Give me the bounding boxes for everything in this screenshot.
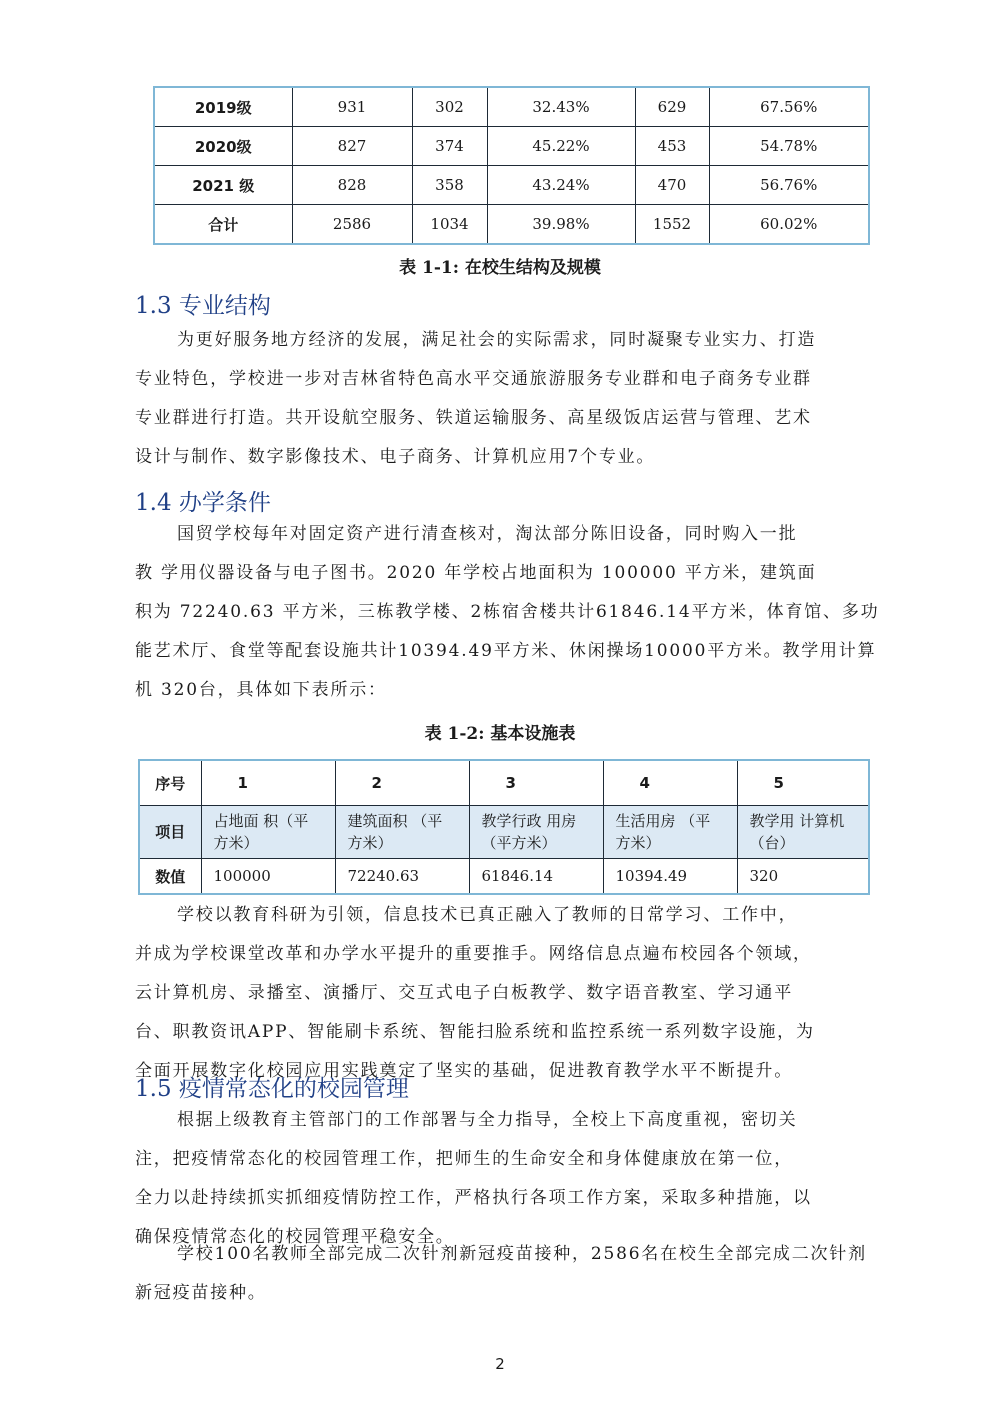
table-cell: 32.43% (487, 87, 635, 127)
text-line: 并成为学校课堂改革和办学水平提升的重要推手。网络信息点遍布校园各个领域， (135, 944, 812, 964)
text-line: 教 学用仪器设备与电子图书。2020 年学校占地面积为 100000 平方米，建筑面 (135, 563, 817, 583)
table-cell: 生活用房 （平方米） (603, 806, 737, 859)
table-cell: 931 (292, 87, 412, 127)
table-cell: 45.22% (487, 127, 635, 166)
text-line: 国贸学校每年对固定资产进行清查核对，淘汰部分陈旧设备，同时购入一批 (177, 524, 798, 544)
row-label: 2020级 (154, 127, 292, 166)
table-cell: 358 (412, 166, 487, 205)
text-line: 专业特色，学校进一步对吉林省特色高水平交通旅游服务专业群和电子商务专业群 (135, 369, 812, 389)
table-cell: 建筑面积 （平方米） (335, 806, 469, 859)
text-line: 学校以教育科研为引领，信息技术已真正融入了教师的日常学习、工作中， (177, 905, 798, 925)
text-line: 全面开展数字化校园应用实践奠定了坚实的基础，促进教育教学水平不断提升。 (135, 1061, 793, 1081)
row-header: 项目 (139, 806, 201, 859)
table-cell: 教学用 计算机（台） (737, 806, 869, 859)
facilities-table (138, 759, 870, 895)
table-cell: 39.98% (487, 205, 635, 245)
table-cell: 100000 (201, 859, 335, 895)
text-line: 积为 72240.63 平方米，三栋教学楼、2栋宿舍楼共计61846.14平方米，体育馆、多功 (135, 602, 880, 622)
text-line: 台、职教资讯APP、智能刷卡系统、智能扫脸系统和监控系统一系列数字设施，为 (135, 1022, 815, 1042)
text-line: 专业群进行打造。共开设航空服务、铁道运输服务、高星级饭店运营与管理、艺术 (135, 408, 812, 428)
text-line: 注，把疫情常态化的校园管理工作，把师生的生命安全和身体健康放在第一位， (135, 1149, 793, 1169)
row-header: 数值 (139, 859, 201, 895)
section-heading: 1.3 专业结构 (135, 293, 271, 319)
table-cell: 1034 (412, 205, 487, 245)
paragraph (135, 515, 880, 710)
table-cell: 10394.49 (603, 859, 737, 895)
table-row (154, 205, 869, 245)
row-label: 2019级 (154, 87, 292, 127)
table-cell: 374 (412, 127, 487, 166)
table-cell: 2 (335, 760, 469, 806)
table-cell: 320 (737, 859, 869, 895)
table-row (139, 859, 869, 895)
table-cell: 3 (469, 760, 603, 806)
table-cell: 453 (635, 127, 709, 166)
section-heading: 1.5 疫情常态化的校园管理 (135, 1076, 409, 1102)
text-line: 新冠疫苗接种。 (135, 1283, 267, 1303)
text-line: 机 320台，具体如下表所示： (135, 680, 387, 700)
text-line: 云计算机房、录播室、演播厅、交互式电子白板教学、数字语音教室、学习通平 (135, 983, 793, 1003)
table-row (139, 760, 869, 806)
table-row (139, 806, 869, 859)
table-cell: 1 (201, 760, 335, 806)
table-cell: 教学行政 用房（平方米） (469, 806, 603, 859)
table-cell: 54.78% (709, 127, 869, 166)
table-cell: 827 (292, 127, 412, 166)
table-cell: 67.56% (709, 87, 869, 127)
table-cell: 4 (603, 760, 737, 806)
text-line: 根据上级教育主管部门的工作部署与全力指导，全校上下高度重视，密切关 (177, 1110, 798, 1130)
table-cell: 占地面 积（平方米） (201, 806, 335, 859)
row-header: 序号 (139, 760, 201, 806)
text-line: 学校100名教师全部完成二次针剂新冠疫苗接种，2586名在校生全部完成二次针剂 (177, 1244, 867, 1264)
text-line: 设计与制作、数字影像技术、电子商务、计算机应用7个专业。 (135, 447, 656, 467)
table-cell: 629 (635, 87, 709, 127)
table-cell: 60.02% (709, 205, 869, 245)
table-cell: 828 (292, 166, 412, 205)
table-row (154, 166, 869, 205)
text-line: 全力以赴持续抓实抓细疫情防控工作，严格执行各项工作方案，采取多种措施，以 (135, 1188, 812, 1208)
table-cell: 2586 (292, 205, 412, 245)
page-number: 2 (495, 1355, 505, 1373)
student-structure-table (153, 86, 870, 245)
table-cell: 5 (737, 760, 869, 806)
table-caption: 表 1-2: 基本设施表 (424, 724, 576, 744)
table-caption: 表 1-1: 在校生结构及规模 (399, 258, 601, 278)
paragraph (135, 1101, 865, 1257)
section-heading: 1.4 办学条件 (135, 490, 271, 516)
table-row (154, 127, 869, 166)
row-label: 2021 级 (154, 166, 292, 205)
table-cell: 1552 (635, 205, 709, 245)
table-cell: 56.76% (709, 166, 869, 205)
table-cell: 61846.14 (469, 859, 603, 895)
text-line: 能艺术厅、食堂等配套设施共计10394.49平方米、休闲操场10000平方米。教学用计算 (135, 641, 877, 661)
table-cell: 43.24% (487, 166, 635, 205)
text-line: 确保疫情常态化的校园管理平稳安全。 (135, 1227, 455, 1247)
table-cell: 470 (635, 166, 709, 205)
table-cell: 72240.63 (335, 859, 469, 895)
paragraph (135, 321, 865, 477)
table-cell: 302 (412, 87, 487, 127)
row-label: 合计 (154, 205, 292, 245)
text-line: 为更好服务地方经济的发展，满足社会的实际需求，同时凝聚专业实力、打造 (177, 330, 817, 350)
paragraph (135, 896, 865, 1091)
paragraph (135, 1235, 865, 1313)
table-row (154, 87, 869, 127)
